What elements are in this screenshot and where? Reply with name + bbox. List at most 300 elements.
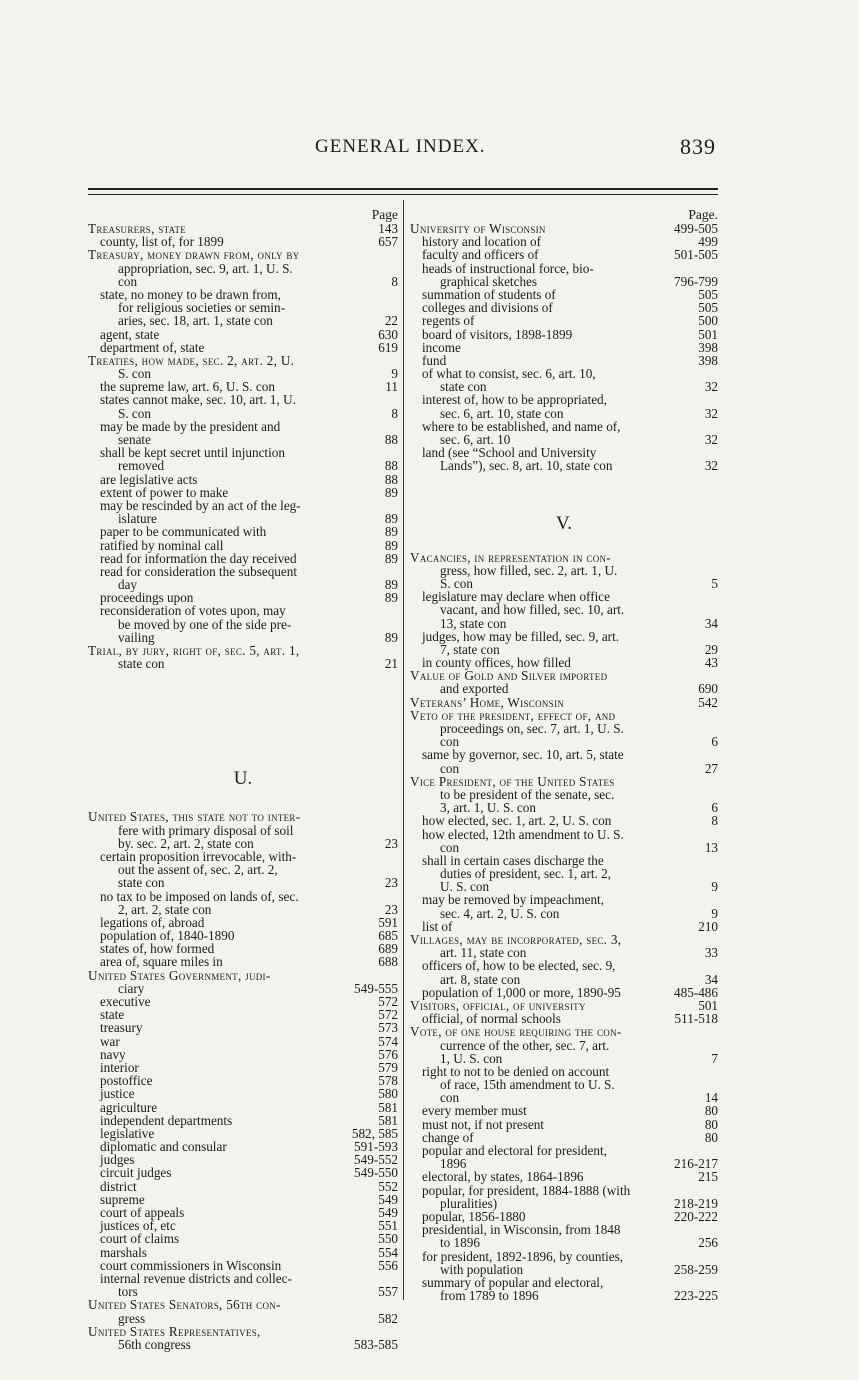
entry-text: list of (422, 918, 453, 934)
entry-text: Treaties, how made, sec. 2, art. 2, U. (88, 352, 295, 368)
index-entry (410, 973, 718, 986)
entry-text: navy (100, 1046, 126, 1062)
entry-text: shall in certain cases discharge the (422, 852, 604, 868)
entry-text: income (422, 339, 461, 355)
entry-page: 552 (378, 1178, 398, 1194)
entry-page: 796-799 (674, 273, 718, 289)
index-entry (88, 1048, 398, 1061)
entry-text: may be rescinded by an act of the leg- (100, 497, 301, 513)
entry-page: 80 (704, 1116, 718, 1132)
entry-page: 581 (378, 1112, 398, 1128)
entry-text: be moved by one of the side pre- (118, 616, 292, 632)
entry-text: agent, state (100, 326, 160, 342)
entry-text: aries, sec. 18, art. 1, state con (118, 313, 273, 329)
index-entry (410, 248, 718, 261)
entry-page: 143 (378, 221, 398, 236)
entry-text: United States Senators, 56th con- (88, 1297, 281, 1313)
index-heading-entry (410, 551, 718, 564)
index-entry (410, 814, 718, 827)
entry-text: colleges and divisions of (422, 300, 553, 316)
entry-text: Value of Gold and Silver imported (410, 668, 608, 684)
index-entry (88, 876, 398, 889)
entry-page: 688 (378, 954, 398, 970)
entry-text: sec. 6, art. 10, state con (440, 405, 564, 421)
entry-page: 542 (698, 694, 718, 710)
entry-page: 11 (385, 379, 398, 395)
entry-text: court of appeals (100, 1205, 185, 1220)
entry-text: may be made by the president and (100, 418, 281, 434)
entry-page: 32 (704, 405, 718, 421)
entry-page: 657 (378, 234, 398, 250)
entry-page: 89 (384, 629, 398, 645)
index-entry (88, 552, 398, 565)
entry-page: 582 (378, 1310, 398, 1326)
entry-text: judges (100, 1152, 135, 1168)
entry-text: paper to be communicated with (100, 524, 267, 540)
index-entry (88, 1246, 398, 1259)
entry-page: 499-505 (674, 221, 718, 236)
index-entry (88, 473, 398, 486)
entry-text: 13, state con (440, 615, 507, 631)
entry-text: popular and electoral for president, (422, 1143, 607, 1158)
entry-page: 549 (378, 1191, 398, 1207)
entry-page: 89 (384, 577, 398, 593)
entry-text: history and location of (422, 234, 542, 250)
page-column-label: Page. (688, 207, 718, 222)
entry-text: diplomatic and consular (100, 1139, 227, 1155)
entry-page: 22 (384, 313, 398, 329)
entry-page: 43 (704, 655, 718, 671)
entry-text: removed (118, 458, 165, 474)
entry-page: 89 (384, 524, 398, 540)
entry-text: how elected, sec. 1, art. 2, U. S. con (422, 813, 612, 829)
index-entry (410, 959, 718, 972)
entry-text: by. sec. 2, art. 2, state con (118, 835, 254, 851)
entry-text: sec. 4, art. 2, U. S. con (440, 905, 560, 921)
entry-text: states cannot make, sec. 10, art. 1, U. (100, 392, 296, 408)
index-entry (88, 1074, 398, 1087)
index-entry (88, 890, 398, 903)
entry-text: Vote, of one house requiring the con- (410, 1024, 622, 1040)
entry-page: 6 (711, 734, 718, 750)
entry-page: 485-486 (674, 984, 718, 1000)
entry-text: 1896 (440, 1156, 467, 1172)
entry-page: 7 (711, 1050, 718, 1066)
index-entry (410, 1170, 718, 1183)
index-entry (410, 1184, 718, 1197)
entry-text: popular, 1856-1880 (422, 1208, 526, 1224)
entry-text: regents of (422, 313, 475, 329)
entry-text: sec. 6, art. 10 (440, 432, 511, 447)
index-heading-entry (88, 1298, 398, 1311)
index-entry (88, 328, 398, 341)
running-head (0, 136, 859, 166)
entry-page: 34 (704, 971, 718, 987)
entry-page: 9 (711, 905, 718, 921)
entry-page: 32 (704, 379, 718, 395)
index-entry (88, 955, 398, 968)
entry-text: county, list of, for 1899 (100, 234, 224, 250)
entry-text: must not, if not present (422, 1116, 544, 1132)
entry-text: electoral, by states, 1864-1896 (422, 1169, 584, 1185)
entry-page: 579 (378, 1059, 398, 1075)
entry-text: internal revenue districts and collec- (100, 1270, 292, 1286)
entry-page: 554 (378, 1244, 398, 1260)
entry-text: for religious societies or semin- (118, 300, 286, 316)
entry-page: 13 (704, 839, 718, 855)
section-letter-u: U. (233, 768, 253, 790)
entry-page: 578 (378, 1073, 398, 1089)
entry-text: treasury (100, 1020, 143, 1036)
entry-text: in county offices, how filled (422, 655, 571, 671)
index-entry (410, 262, 718, 275)
entry-text: same by governor, sec. 10, art. 5, state (422, 747, 624, 763)
entry-page: 572 (378, 1007, 398, 1023)
entry-text: change of (422, 1129, 474, 1145)
index-entry (88, 1259, 398, 1272)
entry-page: 398 (698, 339, 718, 355)
entry-text: duties of president, sec. 1, art. 2, (440, 866, 612, 882)
entry-text: Villages, may be incorporated, sec. 3, (410, 932, 622, 947)
entry-text: land (see “School and University (422, 445, 597, 461)
index-entry (88, 262, 398, 275)
entry-text: states of, how formed (100, 941, 215, 957)
entry-page: 215 (698, 1169, 718, 1185)
index-entry (410, 1263, 718, 1276)
entry-page: 556 (378, 1257, 398, 1273)
entry-text: department of, state (100, 339, 205, 355)
entry-page: 690 (698, 681, 718, 697)
index-entry (410, 1250, 718, 1263)
entry-text: shall be kept secret until injunction (100, 445, 285, 461)
index-entry (88, 1087, 398, 1100)
index-entry (88, 903, 398, 916)
index-entry (410, 564, 718, 577)
entry-text: agriculture (100, 1099, 158, 1115)
entry-page: 218-219 (674, 1195, 718, 1211)
entry-text: con (440, 734, 460, 750)
page-title: GENERAL INDEX. (315, 136, 486, 157)
index-entry (88, 657, 398, 670)
index-entry (410, 328, 718, 341)
entry-text: summation of students of (422, 286, 556, 302)
entry-text: legations of, abroad (100, 914, 205, 930)
entry-page: 89 (384, 550, 398, 566)
index-entry (88, 486, 398, 499)
entry-text: islature (118, 511, 157, 527)
entry-text: officers of, how to be elected, sec. 9, (422, 958, 616, 974)
entry-text: read for information the day received (100, 550, 297, 566)
index-entry (88, 1035, 398, 1048)
entry-page: 89 (384, 537, 398, 553)
entry-text: every member must (422, 1103, 527, 1119)
entry-page: 499 (698, 234, 718, 250)
entry-text: vacant, and how filled, sec. 10, art. (440, 602, 625, 618)
entry-text: art. 8, state con (440, 971, 521, 987)
entry-text: con (440, 839, 460, 855)
index-heading-entry (88, 248, 398, 261)
entry-text: judges, how may be filled, sec. 9, art. (422, 628, 620, 644)
entry-text: senate (118, 432, 151, 447)
entry-text: from 1789 to 1896 (440, 1288, 539, 1304)
page-column-label: Page (371, 207, 398, 222)
entry-page: 549-555 (354, 980, 398, 996)
index-heading-entry (410, 775, 718, 788)
entry-text: interior (100, 1059, 139, 1075)
entry-page: 685 (378, 928, 398, 944)
index-entry (410, 828, 718, 841)
index-entry (88, 618, 398, 631)
index-entry (410, 986, 718, 999)
entry-text: gress (118, 1310, 146, 1326)
entry-page: 220-222 (674, 1208, 718, 1224)
index-entry (410, 1197, 718, 1210)
entry-page: 23 (384, 835, 398, 851)
entry-text: population of, 1840-1890 (100, 928, 235, 944)
entry-text: graphical sketches (440, 273, 538, 289)
entry-text: Treasurers, state (88, 221, 187, 236)
entry-text: the supreme law, art. 6, U. S. con (100, 379, 275, 395)
index-entry (88, 341, 398, 354)
entry-text: United States Government, judi- (88, 967, 271, 983)
index-entry (410, 907, 718, 920)
index-entry (410, 1236, 718, 1249)
entry-text: marshals (100, 1244, 147, 1260)
left-column (88, 208, 398, 1351)
entry-text: ciary (118, 980, 145, 996)
entry-text: fere with primary disposal of soil (118, 822, 294, 838)
entry-text: Visitors, official, of university (410, 997, 586, 1013)
entry-page: 210 (698, 918, 718, 934)
entry-text: S. con (440, 575, 473, 591)
index-entry (410, 1039, 718, 1052)
entry-page: 223-225 (674, 1288, 718, 1304)
entry-text: S. con (118, 366, 151, 382)
entry-text: 2, art. 2, state con (118, 901, 212, 917)
entry-text: Vacancies, in representation in con- (410, 549, 611, 565)
entry-page: 572 (378, 994, 398, 1009)
entry-text: Veterans’ Home, Wisconsin (410, 694, 565, 710)
entry-text: of what to consist, sec. 6, art. 10, (422, 366, 596, 382)
page-number: 839 (680, 134, 716, 159)
index-entry (88, 824, 398, 837)
entry-text: presidential, in Wisconsin, from 1848 (422, 1222, 621, 1238)
index-list-v (410, 551, 718, 1303)
index-entry (88, 604, 398, 617)
entry-page: 32 (704, 458, 718, 474)
entry-text: U. S. con (440, 879, 490, 895)
entry-text: pluralities) (440, 1195, 498, 1211)
index-entry (88, 1101, 398, 1114)
entry-page: 89 (384, 511, 398, 527)
index-heading-entry (410, 1025, 718, 1038)
entry-page: 29 (704, 641, 718, 657)
index-entry (410, 762, 718, 775)
entry-page: 80 (704, 1103, 718, 1119)
entry-page: 8 (391, 405, 398, 421)
entry-page: 34 (704, 615, 718, 631)
entry-page: 80 (704, 1129, 718, 1145)
index-entry (88, 407, 398, 420)
index-entry (88, 1312, 398, 1325)
entry-text: heads of instructional force, bio- (422, 260, 594, 276)
entry-text: Veto of the president, effect of, and (410, 707, 616, 723)
entry-page: 33 (704, 945, 718, 961)
entry-text: ratified by nominal call (100, 537, 224, 553)
entry-text: certain proposition irrevocable, with- (100, 848, 297, 864)
entry-page: 258-259 (674, 1261, 718, 1277)
entry-text: 3, art. 1, U. S. con (440, 800, 536, 816)
index-entry (88, 275, 398, 288)
entry-text: state (100, 1007, 125, 1023)
index-heading-entry (88, 969, 398, 982)
entry-text: justice (100, 1086, 135, 1102)
entry-text: currence of the other, sec. 7, art. (440, 1037, 610, 1053)
index-entry (410, 1118, 718, 1131)
entry-page: 8 (391, 273, 398, 289)
index-entry (410, 393, 718, 406)
index-entry (88, 539, 398, 552)
entry-text: University of Wisconsin (410, 221, 546, 236)
entry-text: no tax to be imposed on lands of, sec. (100, 888, 299, 904)
index-list-u (88, 810, 398, 1351)
entry-text: state, no money to be drawn from, (100, 286, 281, 302)
entry-page: 619 (378, 339, 398, 355)
entry-text: legislature may declare when office (422, 589, 610, 605)
entry-page: 549-552 (354, 1152, 398, 1168)
entry-text: fund (422, 352, 447, 368)
entry-page: 501-505 (674, 247, 718, 263)
entry-page: 505 (698, 286, 718, 302)
entry-text: of race, 15th amendment to U. S. (440, 1077, 615, 1093)
entry-text: area of, square miles in (100, 954, 223, 970)
entry-text: are legislative acts (100, 471, 198, 487)
index-entry (88, 459, 398, 472)
entry-text: tors (118, 1284, 138, 1300)
entry-text: population of 1,000 or more, 1890-95 (422, 984, 621, 1000)
index-list-u-wisconsin (410, 222, 718, 473)
entry-text: read for consideration the subsequent (100, 563, 298, 579)
entry-page: 21 (384, 656, 398, 672)
index-entry (88, 1114, 398, 1127)
entry-text: popular, for president, 1884-1888 (with (422, 1182, 631, 1198)
entry-text: Vice President, of the United States (410, 773, 615, 789)
entry-text: reconsideration of votes upon, may (100, 603, 286, 619)
index-entry (88, 1338, 398, 1351)
index-entry (88, 393, 398, 406)
header-rule-thin (88, 194, 718, 195)
entry-text: state con (440, 379, 487, 395)
entry-text: postoffice (100, 1073, 153, 1089)
entry-text: 7, state con (440, 641, 500, 657)
entry-page: 549 (378, 1205, 398, 1220)
entry-page: 501 (698, 326, 718, 342)
index-entry (410, 893, 718, 906)
entry-text: Treasury, money drawn from, only by (88, 247, 300, 263)
entry-text: state con (118, 656, 165, 672)
entry-text: interest of, how to be appropriated, (422, 392, 607, 408)
index-list-t (88, 222, 398, 670)
entry-text: 1, U. S. con (440, 1050, 503, 1066)
entry-text: district (100, 1178, 137, 1194)
entry-text: court commissioners in Wisconsin (100, 1257, 282, 1273)
entry-page: 500 (698, 313, 718, 329)
entry-page: 32 (704, 432, 718, 447)
entry-page: 549-550 (354, 1165, 398, 1181)
entry-page: 582, 585 (351, 1125, 398, 1141)
index-entry (410, 1104, 718, 1117)
entry-text: United States Representatives, (88, 1323, 261, 1339)
entry-page: 580 (378, 1086, 398, 1102)
entry-text: 56th congress (118, 1336, 191, 1352)
index-entry (88, 1232, 398, 1245)
index-entry (410, 314, 718, 327)
entry-text: day (118, 577, 138, 593)
entry-text: may be removed by impeachment, (422, 892, 604, 908)
entry-text: con (118, 273, 138, 289)
entry-text: with population (440, 1261, 524, 1277)
entry-page: 88 (384, 458, 398, 474)
entry-page: 505 (698, 300, 718, 316)
entry-page: 89 (384, 590, 398, 606)
entry-page: 574 (378, 1033, 398, 1049)
entry-page: 6 (711, 800, 718, 816)
entry-text: justices of, etc (100, 1218, 176, 1234)
entry-page: 8 (711, 813, 718, 829)
entry-page: 216-217 (674, 1156, 718, 1172)
entry-text: gress, how filled, sec. 2, art. 1, U. (440, 562, 618, 578)
entry-page: 576 (378, 1046, 398, 1062)
index-entry (410, 1052, 718, 1065)
index-entry (88, 1021, 398, 1034)
entry-text: right to not to be denied on account (422, 1063, 610, 1079)
index-entry (410, 459, 718, 472)
entry-text: executive (100, 994, 151, 1009)
entry-text: official, of normal schools (422, 1011, 561, 1027)
entry-page: 551 (378, 1218, 398, 1234)
entry-text: supreme (100, 1191, 145, 1207)
entry-text: extent of power to make (100, 484, 229, 500)
index-entry (88, 995, 398, 1008)
entry-text: circuit judges (100, 1165, 172, 1181)
index-entry (410, 630, 718, 643)
entry-page: 591 (378, 914, 398, 930)
entry-page: 27 (704, 760, 718, 776)
index-entry (410, 275, 718, 288)
entry-text: con (440, 760, 460, 776)
index-entry (410, 617, 718, 630)
entry-text: state con (118, 875, 165, 891)
entry-text: to be president of the senate, sec. (440, 786, 615, 802)
entry-text: war (100, 1033, 120, 1049)
entry-text: proceedings upon (100, 590, 194, 606)
right-column (410, 208, 718, 1302)
entry-page: 23 (384, 901, 398, 917)
index-entry (88, 1166, 398, 1179)
index-entry (410, 603, 718, 616)
entry-page: 88 (384, 471, 398, 487)
index-heading-entry (88, 1325, 398, 1338)
entry-page: 14 (704, 1090, 718, 1106)
entry-page: 573 (378, 1020, 398, 1036)
column-divider (403, 200, 404, 1300)
entry-page: 256 (698, 1235, 718, 1251)
entry-text: how elected, 12th amendment to U. S. (422, 826, 624, 842)
entry-page: 5 (711, 575, 718, 591)
index-entry (410, 341, 718, 354)
index-entry (88, 525, 398, 538)
entry-text: out the assent of, sec. 2, art. 2, (118, 862, 278, 878)
